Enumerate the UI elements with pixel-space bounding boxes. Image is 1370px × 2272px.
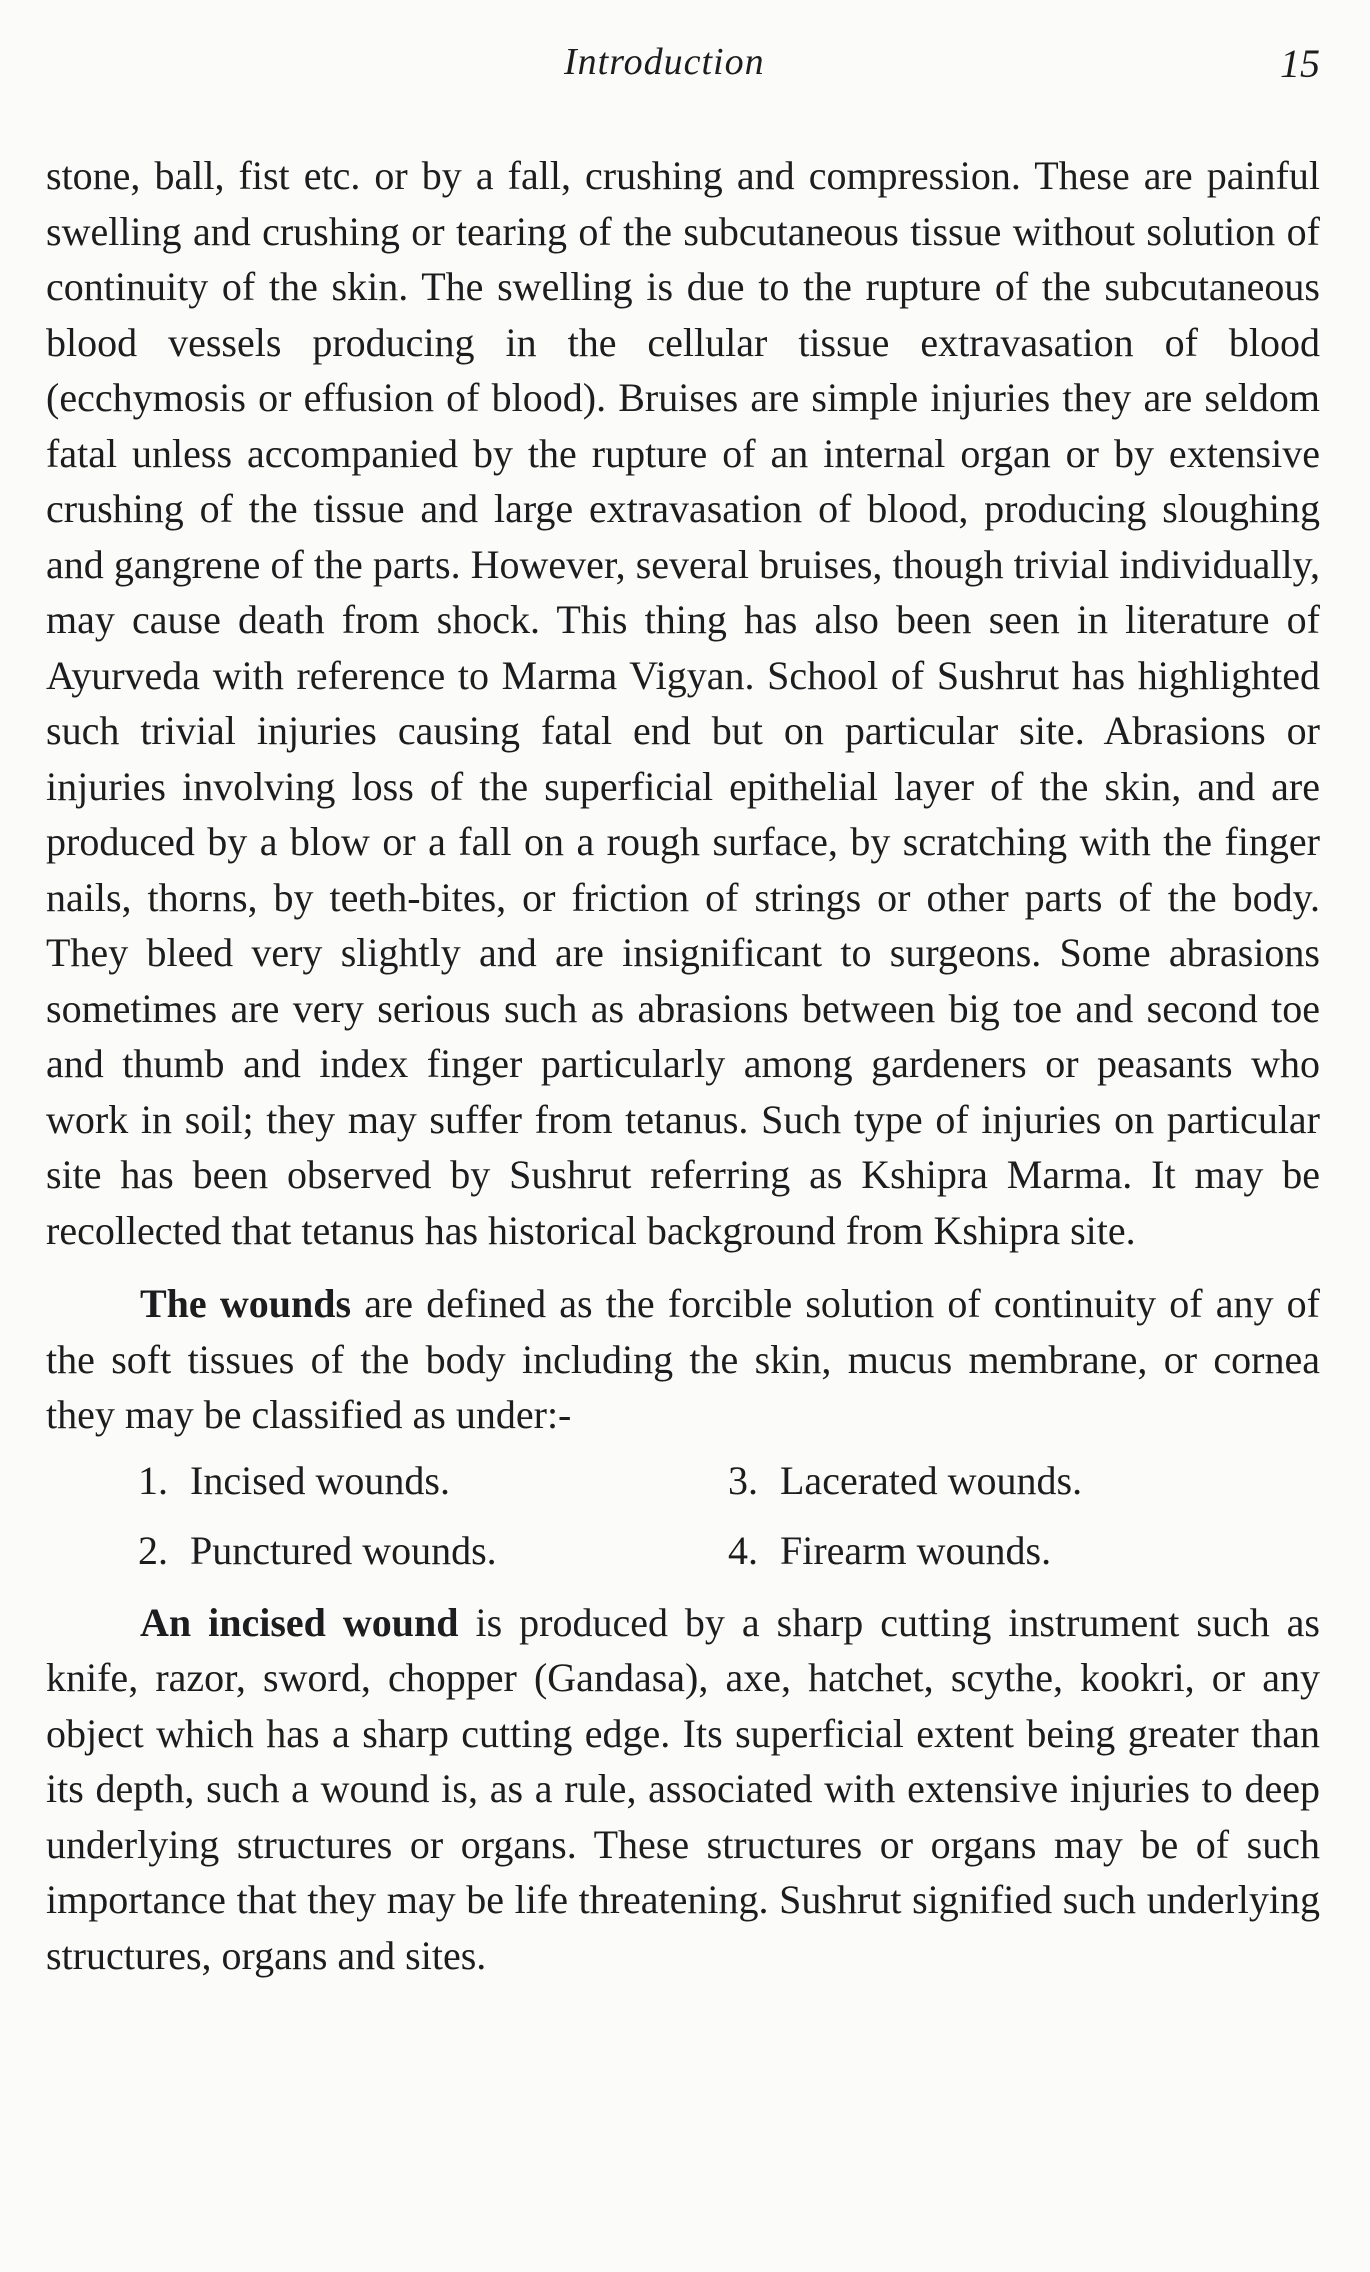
running-title: Introduction bbox=[564, 41, 765, 83]
page-header bbox=[0, 40, 1370, 90]
term-incised-wound: An incised wound bbox=[140, 1599, 459, 1645]
page-number: 15 bbox=[1280, 41, 1320, 86]
list-item-label: Incised wounds. bbox=[190, 1457, 450, 1503]
paragraph-wounds-text: are defined as the forcible solution of continuity of any of the soft tissues of the body including the skin, mucus membrane, or cornea they may be classified as under:- bbox=[46, 1281, 1320, 1437]
paragraph-incised-text: is produced by a sharp cutting instrument such as knife, razor, sword, chopper (Gandasa), axe, hatchet, scythe, kookri, or any object which has a sharp cutting edge. Its superficial extent being greater than its depth, such a wound is, as a rule, associated with extensive injuries to deep underlying structures or organs. These structures or organs may be of such importance that they may be life threatening. Sushrut signified such underlying structures, organs and sites. bbox=[46, 1599, 1320, 1978]
term-the-wounds: The wounds bbox=[140, 1281, 352, 1326]
list-item bbox=[728, 1453, 1328, 1509]
list-item-label: Punctured wounds. bbox=[190, 1527, 497, 1573]
list-item-label: Lacerated wounds. bbox=[780, 1457, 1083, 1503]
list-item-number: 1. bbox=[138, 1457, 168, 1503]
list-item-number: 3. bbox=[728, 1457, 758, 1503]
list-item bbox=[138, 1523, 728, 1579]
paragraph-incised-wound bbox=[46, 1595, 1320, 1984]
paragraph-bruises-abrasions: stone, ball, fist etc. or by a fall, crushing and compression. These are painful swelling and crushing or tearing of the subcutaneous tissue without solution of continuity of the skin. The swelling is due to the rupture of the subcutaneous blood vessels producing in the cellular tissue extravasation of blood (ecchymosis or effusion of blood). Bruises are simple injuries they are seldom fatal unless accompanied by the rupture of an internal organ or by extensive crushing of the tissue and large extravasation of blood, producing sloughing and gangrene of the parts. However, several bruises, though trivial individually, may cause death from shock. This thing has also been seen in literature of Ayurveda with reference to Marma Vigyan. School of Sushrut has highlighted such trivial injuries causing fatal end but on particular site. Abrasions or injuries involving loss of the superficial epithelial layer of the skin, and are produced by a blow or a fall on a rough surface, by scratching with the finger nails, thorns, by teeth-bites, or friction of strings or other parts of the body. They bleed very slightly and are insignificant to surgeons. Some abrasions sometimes are very serious such as abrasions between big toe and second toe and thumb and index finger particularly among gardeners or peasants who work in soil; they may suffer from tetanus. Such type of injuries on particular site has been observed by Sushrut referring as Kshipra Marma. It may be recollected that tetanus has historical background from Kshipra site. bbox=[46, 153, 1320, 1253]
list-item bbox=[728, 1523, 1328, 1579]
list-item-number: 2. bbox=[138, 1527, 168, 1573]
list-item-label: Firearm wounds. bbox=[780, 1527, 1052, 1573]
body-text bbox=[46, 148, 1320, 1983]
wound-classification-list bbox=[46, 1453, 1320, 1579]
paragraph-wounds-definition bbox=[46, 1276, 1320, 1443]
list-item bbox=[138, 1453, 728, 1509]
list-item-number: 4. bbox=[728, 1527, 758, 1573]
